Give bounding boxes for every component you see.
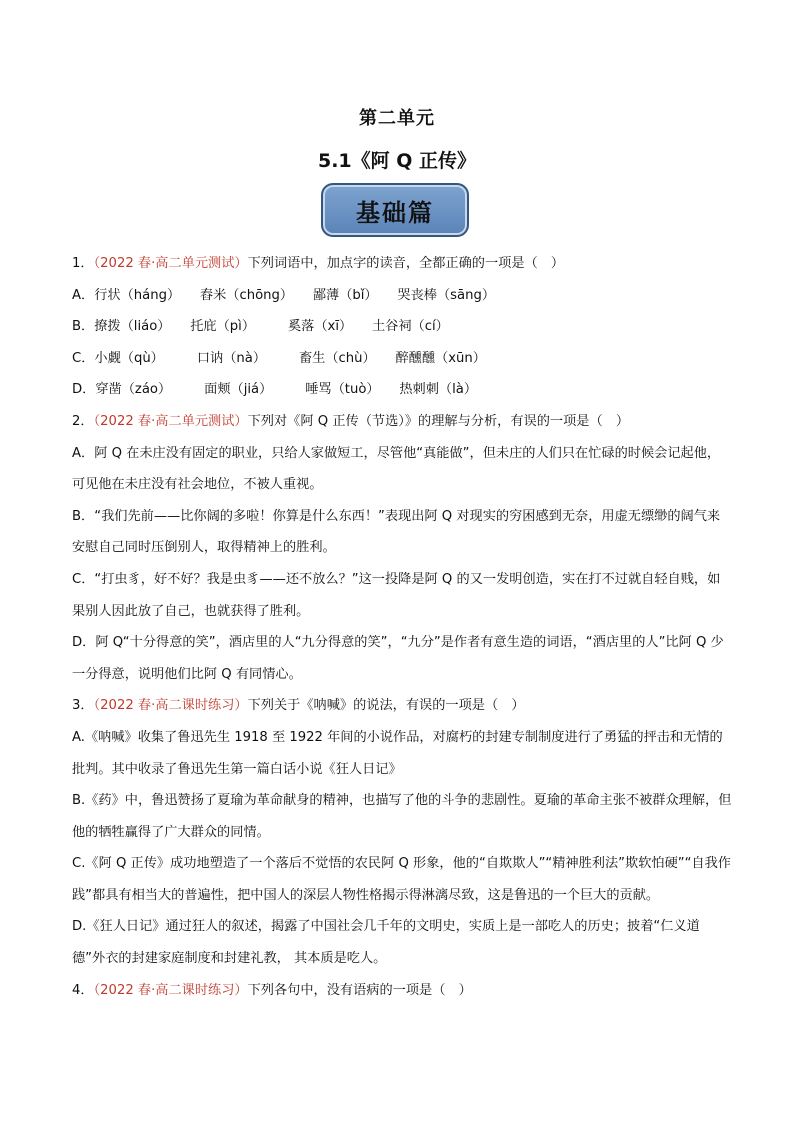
question-3-option-b: B.《药》中，鲁迅赞扬了夏瑜为革命献身的精神，也描写了他的斗争的悲剧性。夏瑜的革命主张不被群众理解，但他的牺牲赢得了广大群众的同情。 [72, 793, 732, 840]
question-source: （2022 春·高二单元测试） [93, 413, 248, 429]
question-3-option-a: A.《呐喊》收集了鲁迅先生 1918 至 1922 年间的小说作品，对腐朽的封建专制制度进行了勇猛的抨击和无情的批判。其中收录了鲁迅先生第一篇白话小说《狂人日记》 [72, 729, 723, 777]
question-4-stem: 4．（2022 春·高二课时练习）下列各句中，没有语病的一项是（ ） [72, 982, 472, 998]
question-2-option-a: A．阿 Q 在未庄没有固定的职业，只给人家做短工，尽管他“真能做”，但未庄的人们只在忙碌的时候会记起他，可见他在未庄没有社会地位，不被人重视。 [72, 445, 721, 493]
question-2-option-c: C．“打虫豸，好不好？我是虫豸——还不放么？”这一投降是阿 Q 的又一发明创造，实在打不过就自轻自贱，如果别人因此放了自己，也就获得了胜利。 [72, 571, 721, 619]
question-3-stem: 3．（2022 春·高二课时练习）下列关于《呐喊》的说法，有误的一项是（ ） [72, 698, 525, 714]
question-1-option-b: B．撩拨（liáo） 托庇（pì） 奚落（xī） 土谷祠（cí） [72, 319, 449, 335]
unit-title: 第二单元 [359, 108, 435, 129]
question-1-option-a: A．行状（háng） 舂米（chōng） 鄙薄（bǐ） 哭丧棒（sāng） [72, 287, 496, 303]
question-1-option-c: C．小觑（qù） 口讷（nà） 畜生（chù） 醉醺醺（xūn） [72, 350, 486, 366]
badge-label: 基础篇 [356, 197, 434, 227]
question-2-stem: 2．（2022 春·高二单元测试）下列对《阿 Q 正传（节选）》的理解与分析，有误的一项是（ ） [72, 413, 630, 429]
question-2-option-d: D．阿 Q“十分得意的笑”，酒店里的人“九分得意的笑”，“九分”是作者有意生造的词语，“酒店里的人”比阿 Q 少一分得意，说明他们比阿 Q 有同情心。 [72, 635, 724, 682]
question-3-option-c: C.《阿 Q 正传》成功地塑造了一个落后不觉悟的农民阿 Q 形象，他的“自欺欺人”“精神胜利法”欺软怕硬”“自我作践”都具有相当大的普遍性，把中国人的深层人物性格揭示得淋漓尽致，这是鲁迅的一个巨大的贡献。 [72, 856, 731, 903]
question-2-option-b: B．“我们先前——比你阔的多啦！你算是什么东西！”表现出阿 Q 对现实的穷困感到无奈，用虚无缥缈的阔气来安慰自己同时压倒别人，取得精神上的胜利。 [72, 508, 721, 556]
question-source: （2022 春·高二单元测试） [93, 256, 248, 271]
question-1-stem: 1．（2022 春·高二单元测试）下列词语中，加点字的读音，全都正确的一项是（ ） [72, 256, 565, 271]
question-source: （2022 春·高二课时练习） [93, 698, 248, 714]
question-1-option-d: D．穿凿（záo） 面颊（jiá） 唾骂（tuò） 热刺刺（là） [72, 382, 478, 398]
section-badge [321, 183, 469, 237]
question-3-option-d: D.《狂人日记》通过狂人的叙述，揭露了中国社会几千年的文明史，实质上是一部吃人的历史；披着“仁义道德”外衣的封建家庭制度和封建礼教， 其本质是吃人。 [72, 919, 700, 967]
question-source: （2022 春·高二课时练习） [93, 982, 248, 998]
lesson-title: 5.1《阿 Q 正传》 [317, 150, 477, 172]
question-list [72, 248, 732, 1006]
